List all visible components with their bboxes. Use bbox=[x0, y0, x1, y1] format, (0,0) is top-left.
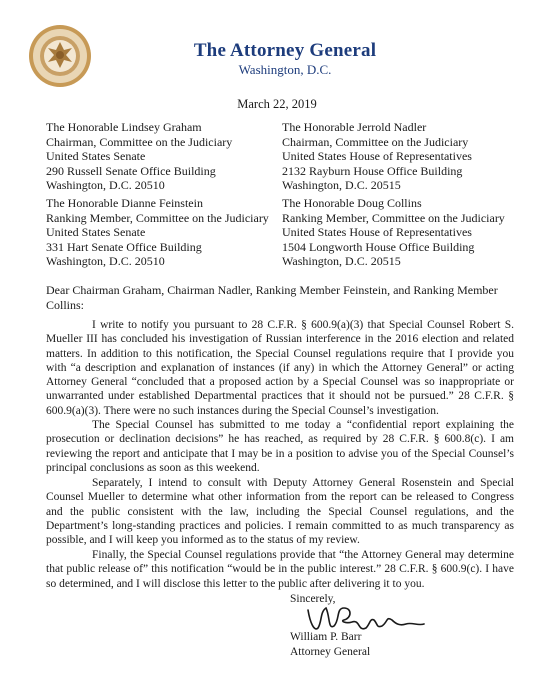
letterhead-location: Washington, D.C. bbox=[238, 62, 332, 77]
recipient-role: Ranking Member, Committee on the Judiciary bbox=[46, 210, 269, 225]
recipient-body: United States Senate bbox=[46, 149, 146, 164]
body-paragraph-4: Finally, the Special Counsel regulations provide that “the Attorney General may determine that public release of” this notification “would be in the public interest.” 28 C.F.R. § 600.9(c). I have so determined, and I will disclose this letter to the public after delivering it to you. bbox=[46, 549, 514, 590]
signature-block bbox=[290, 630, 370, 659]
recipient-city: Washington, D.C. 20515 bbox=[282, 178, 401, 193]
recipient-role: Ranking Member, Committee on the Judiciary bbox=[282, 210, 505, 225]
recipient-city: Washington, D.C. 20510 bbox=[46, 254, 165, 269]
recipient-name: The Honorable Dianne Feinstein bbox=[46, 196, 203, 210]
body-paragraph-2: The Special Counsel has submitted to me today a “confidential report explaining the prosecution or declination decisions” he has reached, as required by 28 C.F.R. § 600.8(c). I am reviewing the report and anticipate that I may be in a position to advise you of the Special Counsel’s principal conclusions as soon as this weekend. bbox=[46, 419, 514, 474]
recipient-address-nadler bbox=[282, 120, 472, 193]
letterhead-title: The Attorney General bbox=[193, 40, 377, 61]
recipient-role: Chairman, Committee on the Judiciary bbox=[46, 134, 233, 149]
recipient-name: The Honorable Doug Collins bbox=[282, 196, 422, 210]
recipient-address: 2132 Rayburn House Office Building bbox=[282, 163, 463, 178]
recipient-city: Washington, D.C. 20515 bbox=[282, 254, 401, 269]
recipient-address: 331 Hart Senate Office Building bbox=[46, 239, 202, 254]
recipient-name: The Honorable Lindsey Graham bbox=[46, 120, 202, 134]
doj-seal-icon bbox=[28, 24, 92, 88]
salutation: Dear Chairman Graham, Chairman Nadler, Ranking Member Feinstein, and Ranking Member Collins: bbox=[46, 283, 498, 312]
recipient-address: 1504 Longworth House Office Building bbox=[282, 239, 475, 254]
valediction: Sincerely, bbox=[290, 593, 336, 605]
recipient-city: Washington, D.C. 20510 bbox=[46, 178, 165, 193]
letterhead bbox=[150, 40, 420, 78]
recipient-name: The Honorable Jerrold Nadler bbox=[282, 120, 427, 134]
recipient-body: United States House of Representatives bbox=[282, 149, 472, 164]
recipient-body: United States Senate bbox=[46, 225, 146, 240]
letter-date: March 22, 2019 bbox=[237, 97, 317, 111]
recipient-address-collins bbox=[282, 196, 505, 269]
recipient-address-feinstein bbox=[46, 196, 269, 269]
recipient-body: United States House of Representatives bbox=[282, 225, 472, 240]
recipient-address: 290 Russell Senate Office Building bbox=[46, 163, 216, 178]
recipient-role: Chairman, Committee on the Judiciary bbox=[282, 134, 469, 149]
signer-title: Attorney General bbox=[290, 645, 371, 658]
signer-name: William P. Barr bbox=[290, 631, 362, 643]
recipient-address-graham bbox=[46, 120, 232, 193]
body-paragraph-3: Separately, I intend to consult with Deputy Attorney General Rosenstein and Special Counsel Mueller to determine what other information from the report can be released to Congress and the public consistent with the law, including the Special Counsel regulations, and the Department’s long-standing practices and policies. I remain committed to as much transparency as possible, and I will keep you informed as to the status of my review. bbox=[46, 477, 514, 547]
body-paragraph-1: I write to notify you pursuant to 28 C.F.R. § 600.9(a)(3) that Special Counsel Robert S. Mueller III has concluded his investigation of Russian interference in the 2016 election and related matters. In addition to this notification, the Special Counsel regulations require that I provide you with “a description and explanation of instances (if any) in which the Attorney General” or acting Attorney General “concluded that a proposed action by a Special Counsel was so inappropriate or unwarranted under established Departmental practices that it should not be pursued.” 28 C.F.R. § 600.9(a)(3). There were no such instances during the Special Counsel’s investigation. bbox=[46, 319, 514, 417]
